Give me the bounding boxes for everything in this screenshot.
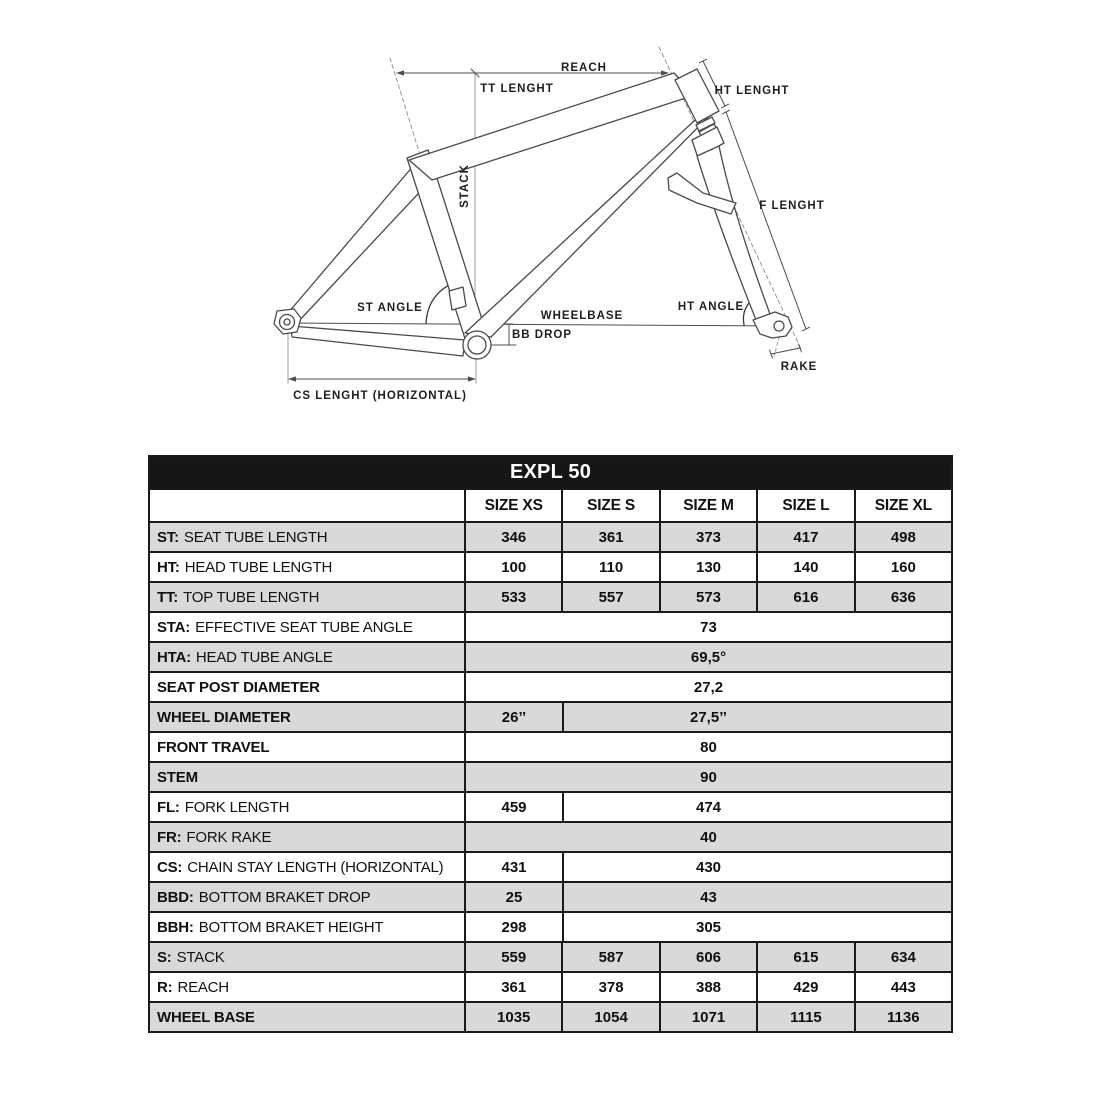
cell-span-value: 90 [700, 768, 717, 786]
cell-span-value: 474 [695, 798, 722, 816]
row-label: CS: CHAIN STAY LENGTH (HORIZONTAL) [157, 858, 444, 876]
table-row-bottom-bracket-drop [150, 881, 951, 911]
reach-tt-dimension [396, 69, 669, 77]
cell-span-value: 27,2 [693, 678, 724, 696]
cell-value: 130 [659, 553, 756, 581]
table-row-stem [150, 761, 951, 791]
table-row-stack [150, 941, 951, 971]
cell-span-value: 27,5’’ [690, 708, 727, 726]
size-header-spacer [150, 490, 464, 521]
row-label: BBD: BOTTOM BRAKET DROP [157, 888, 371, 906]
cell-value: 533 [501, 588, 527, 606]
label-stack: STACK [459, 164, 471, 208]
table-row-seat-post-diameter [150, 671, 951, 701]
table-row-head-tube-length [150, 551, 951, 581]
cell-value: 110 [561, 553, 658, 581]
fork-blade [697, 146, 770, 320]
cell-value: 1071 [659, 1003, 756, 1031]
table-row-wheel-base [150, 1001, 951, 1031]
label-wheelbase: WHEELBASE [540, 310, 624, 322]
label-bb-drop: BB DROP [511, 329, 573, 341]
cell-value: 573 [659, 583, 756, 611]
row-label: FR: FORK RAKE [157, 828, 272, 846]
cell-value: 1035 [497, 1008, 531, 1026]
table-row-fork-rake [150, 821, 951, 851]
cell-span-value: 43 [700, 888, 717, 906]
row-label: WHEEL BASE [157, 1008, 255, 1026]
row-label: FRONT TRAVEL [157, 738, 270, 756]
cell-xs-value: 25 [466, 883, 564, 911]
label-ht-angle: HT ANGLE [677, 301, 745, 313]
cell-xs-value: 26’’ [466, 703, 564, 731]
label-reach: REACH [561, 62, 607, 74]
cell-value: 587 [561, 943, 658, 971]
table-row-reach [150, 971, 951, 1001]
row-label: HTA: HEAD TUBE ANGLE [157, 648, 333, 666]
cell-span-value: 430 [695, 858, 722, 876]
wheelbase-line [287, 323, 779, 329]
label-ht-lenght: HT LENGHT [714, 85, 790, 97]
table-row-wheel-diameter [150, 701, 951, 731]
cell-value: 615 [756, 943, 853, 971]
row-label: FL: FORK LENGTH [157, 798, 290, 816]
cell-span-value: 69,5° [690, 648, 727, 666]
cell-value: 443 [854, 973, 951, 1001]
label-f-lenght: F LENGHT [759, 200, 825, 212]
cell-value: 429 [756, 973, 853, 1001]
cell-value: 100 [501, 558, 527, 576]
label-st-angle: ST ANGLE [357, 302, 423, 314]
bike-frame-diagram [0, 0, 1100, 445]
cell-value: 140 [756, 553, 853, 581]
row-label: STEM [157, 768, 198, 786]
table-row-seat-tube-angle [150, 611, 951, 641]
cell-value: 388 [659, 973, 756, 1001]
row-label: BBH: BOTTOM BRAKET HEIGHT [157, 918, 384, 936]
cell-value: 378 [561, 973, 658, 1001]
label-cs-lenght: CS LENGHT (HORIZONTAL) [293, 390, 467, 402]
col-header-size-l: SIZE L [756, 490, 853, 521]
label-rake: RAKE [780, 361, 818, 373]
row-label: R: REACH [157, 978, 229, 996]
chain-stay [291, 326, 465, 356]
row-label: WHEEL DIAMETER [157, 708, 291, 726]
col-header-size-xl: SIZE XL [854, 490, 951, 521]
cell-span-value: 305 [695, 918, 722, 936]
cell-value: 417 [756, 523, 853, 551]
cell-value: 636 [854, 583, 951, 611]
cell-value: 616 [756, 583, 853, 611]
table-row-head-tube-angle [150, 641, 951, 671]
table-row-chain-stay-length [150, 851, 951, 881]
seat-stay [288, 165, 431, 323]
row-label: SEAT POST DIAMETER [157, 678, 320, 696]
table-row-bottom-bracket-height [150, 911, 951, 941]
frame-tubes [274, 69, 792, 359]
derailleur-tab [449, 287, 466, 310]
cell-value: 1115 [756, 1003, 853, 1031]
col-header-size-m: SIZE M [659, 490, 756, 521]
cell-value: 634 [854, 943, 951, 971]
cell-span-value: 40 [700, 828, 717, 846]
cell-value: 1136 [854, 1003, 951, 1031]
row-label: S: STACK [157, 948, 225, 966]
geometry-table [148, 455, 953, 1033]
table-row-fork-length [150, 791, 951, 821]
cell-value: 160 [854, 553, 951, 581]
cell-xs-value: 459 [466, 793, 564, 821]
cell-xs-value: 298 [466, 913, 564, 941]
table-row-top-tube-length [150, 581, 951, 611]
row-label: HT: HEAD TUBE LENGTH [157, 558, 333, 576]
cell-value: 557 [561, 583, 658, 611]
cell-span-value: 80 [700, 738, 717, 756]
cell-value: 606 [659, 943, 756, 971]
cs-dimension [288, 376, 476, 381]
size-header-row [150, 488, 951, 521]
cell-span-value: 73 [700, 618, 717, 636]
row-label: ST: SEAT TUBE LENGTH [157, 528, 328, 546]
cell-value: 361 [561, 523, 658, 551]
row-label: STA: EFFECTIVE SEAT TUBE ANGLE [157, 618, 413, 636]
row-label: TT: TOP TUBE LENGTH [157, 588, 320, 606]
cell-value: 498 [854, 523, 951, 551]
cell-value: 361 [501, 978, 527, 996]
cell-value: 373 [659, 523, 756, 551]
cell-xs-value: 431 [466, 853, 564, 881]
label-tt-lenght: TT LENGHT [480, 83, 554, 95]
table-row-seat-tube-length [150, 521, 951, 551]
cell-value: 1054 [561, 1003, 658, 1031]
cell-value: 559 [501, 948, 527, 966]
table-title: EXPL 50 [150, 457, 951, 488]
col-header-size-xs: SIZE XS [484, 496, 543, 514]
table-row-front-travel [150, 731, 951, 761]
col-header-size-s: SIZE S [561, 490, 658, 521]
seat-tube [407, 150, 488, 348]
cell-value: 346 [501, 528, 527, 546]
